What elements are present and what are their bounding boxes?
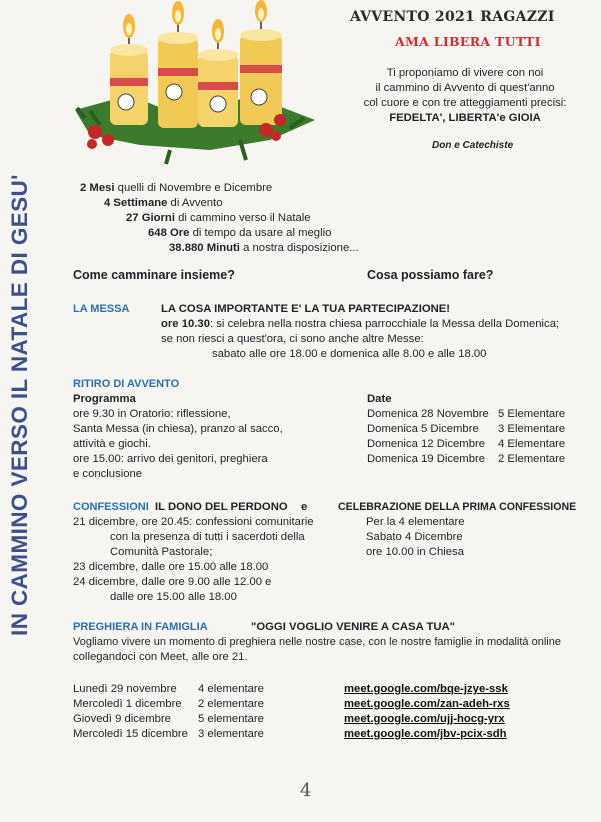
messa-heading: LA COSA IMPORTANTE E' LA TUA PARTECIPAZIONE! xyxy=(161,303,451,315)
prima-confessione-heading: CELEBRAZIONE DELLA PRIMA CONFESSIONE xyxy=(338,501,577,513)
meeting-day: Lunedì 29 novembre xyxy=(73,683,177,695)
intro-values: FEDELTA', LIBERTA'e GIOIA xyxy=(389,112,541,124)
candle-2-icon xyxy=(158,1,198,128)
countdown-line: 2 Mesi quelli di Novembre e Dicembre xyxy=(80,182,273,194)
confessioni-line: dalle ore 15.00 alle 18.00 xyxy=(110,591,237,603)
countdown-line: 27 Giorni di cammino verso il Natale xyxy=(126,212,311,224)
intro-line: col cuore e con tre atteggiamenti precisi: xyxy=(363,97,567,109)
meeting-day: Giovedì 9 dicembre xyxy=(73,713,171,725)
meeting-class: 4 elementare xyxy=(198,683,264,695)
advent-candles-illustration xyxy=(70,0,320,170)
meet-link[interactable]: meet.google.com/jbv-pcix-sdh xyxy=(344,728,507,740)
section-header-left: Come camminare insieme? xyxy=(73,268,235,282)
messa-line: sabato alle ore 18.00 e domenica alle 8.00 e alle 18.00 xyxy=(212,348,487,360)
meeting-day: Mercoledì 15 dicembre xyxy=(73,728,188,740)
date-row-date: Domenica 28 Novembre xyxy=(367,408,489,420)
meeting-day: Mercoledì 1 dicembre xyxy=(73,698,182,710)
meet-link[interactable]: meet.google.com/ujj-hocg-yrx xyxy=(344,713,505,725)
confessioni-line: 24 dicembre, dalle ore 9.00 alle 12.00 e xyxy=(73,576,272,588)
intro-line: Ti proponiamo di vivere con noi xyxy=(386,67,544,79)
date-row-date: Domenica 5 Dicembre xyxy=(367,423,479,435)
confessioni-conj: e xyxy=(301,501,308,513)
meeting-class: 3 elementare xyxy=(198,728,264,740)
confessioni-heading: IL DONO DEL PERDONO xyxy=(155,501,288,513)
page-subtitle: AMA LIBERA TUTTI xyxy=(395,34,541,49)
date-row-class: 3 Elementare xyxy=(498,423,566,435)
program-line: ore 9.30 in Oratorio: riflessione, xyxy=(73,408,231,420)
confessioni-line: 23 dicembre, dalle ore 15.00 alle 18.00 xyxy=(73,561,269,573)
confessioni-label: CONFESSIONI xyxy=(73,501,149,513)
date-row-date: Domenica 19 Dicembre xyxy=(367,453,486,465)
countdown-line: 38.880 Minuti a nostra disposizione... xyxy=(169,242,359,254)
program-line: e conclusione xyxy=(73,468,143,480)
program-line: attività e giochi. xyxy=(73,438,151,450)
meet-link[interactable]: meet.google.com/zan-adeh-rxs xyxy=(344,698,510,710)
candle-1-icon xyxy=(110,14,148,125)
program-line: Santa Messa (in chiesa), pranzo al sacco, xyxy=(73,423,283,435)
messa-label: LA MESSA xyxy=(73,303,130,315)
messa-line: ore 10.30: si celebra nella nostra chiesa parrocchiale la Messa della Domenica; xyxy=(161,318,560,330)
confessioni-line: 21 dicembre, ore 20.45: confessioni comunitarie xyxy=(73,516,314,528)
section-header-right: Cosa possiamo fare? xyxy=(367,268,494,282)
program-heading: Programma xyxy=(73,393,136,405)
intro-line: il cammino di Avvento di quest'anno xyxy=(375,82,555,94)
countdown-line: 648 Ore di tempo da usare al meglio xyxy=(148,227,332,239)
candle-3-icon xyxy=(198,19,238,127)
countdown-line: 4 Settimane di Avvento xyxy=(104,197,223,209)
signature: Don e Catechiste xyxy=(432,140,514,151)
preghiera-heading: "OGGI VOGLIO VENIRE A CASA TUA" xyxy=(251,621,456,633)
preghiera-label: PREGHIERA IN FAMIGLIA xyxy=(73,621,208,633)
meet-link[interactable]: meet.google.com/bqe-jzye-ssk xyxy=(344,683,508,695)
date-row-class: 4 Elementare xyxy=(498,438,566,450)
preghiera-text: collegandoci con Meet, alle ore 21. xyxy=(73,651,248,663)
prima-confessione-line: ore 10.00 in Chiesa xyxy=(366,546,464,558)
prima-confessione-line: Per la 4 elementare xyxy=(366,516,465,528)
preghiera-text: Vogliamo vivere un momento di preghiera nelle nostre case, con le nostre famiglie in modalità online xyxy=(73,636,561,648)
vertical-title: IN CAMMINO VERSO IL NATALE DI GESU' xyxy=(7,174,32,636)
date-row-class: 2 Elementare xyxy=(498,453,566,465)
ritiro-label: RITIRO DI AVVENTO xyxy=(73,378,180,390)
dates-heading: Date xyxy=(367,393,392,405)
confessioni-line: con la presenza di tutti i sacerdoti della xyxy=(110,531,305,543)
candle-4-icon xyxy=(240,0,282,125)
prima-confessione-line: Sabato 4 Dicembre xyxy=(366,531,463,543)
program-line: ore 15.00: arrivo dei genitori, preghiera xyxy=(73,453,268,465)
date-row-class: 5 Elementare xyxy=(498,408,566,420)
date-row-date: Domenica 12 Dicembre xyxy=(367,438,486,450)
page-title: AVVENTO 2021 RAGAZZI xyxy=(350,9,555,25)
messa-line: se non riesci a quest'ora, ci sono anche altre Messe: xyxy=(161,333,424,345)
confessioni-line: Comunità Pastorale; xyxy=(110,546,213,558)
page-number: 4 xyxy=(300,780,312,801)
meeting-class: 2 elementare xyxy=(198,698,264,710)
meeting-class: 5 elementare xyxy=(198,713,264,725)
